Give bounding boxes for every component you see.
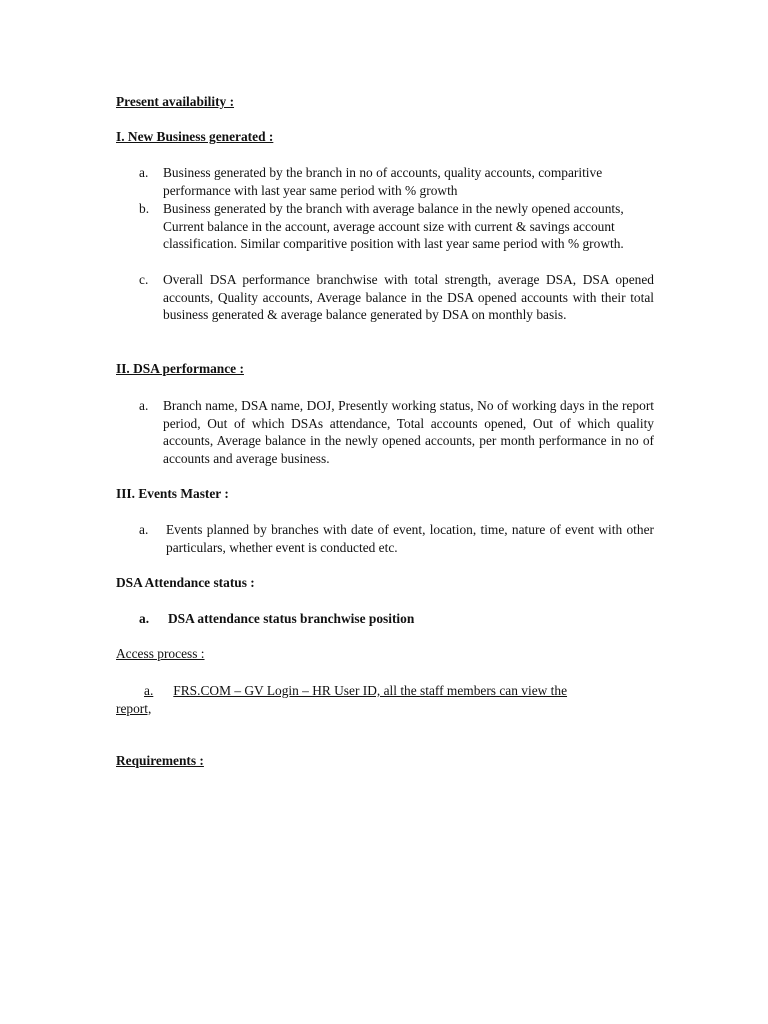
access-line-1 — [116, 682, 654, 700]
list-marker: a. — [144, 683, 154, 698]
list-item-text: DSA attendance status branchwise position — [168, 611, 415, 626]
list-item-text: Business generated by the branch in no of accounts, quality accounts, comparitive performance with last year same period with % growth — [163, 165, 603, 198]
list-item — [116, 610, 654, 628]
list-item — [116, 397, 654, 467]
list-marker: c. — [139, 272, 149, 287]
list-item — [116, 200, 654, 253]
list-item-text: Overall DSA performance branchwise with total strength, average DSA, DSA opened accounts, Quality accounts, Average balance in the DSA opened accounts with their total business generated & average balance generated by DSA on monthly basis. — [163, 272, 654, 323]
list-item-text: Branch name, DSA name, DOJ, Presently working status, No of working days in the report period, Out of which DSAs attendance, Total accounts opened, Out of which quality accounts, Average balance in the newly opened accounts, per month performance in no of accounts and average business. — [163, 398, 654, 466]
present-availability-heading: Present availability : — [116, 94, 235, 109]
new-business-heading: I. New Business generated : — [116, 129, 274, 144]
list-item-text: Business generated by the branch with average balance in the newly opened accounts, Current balance in the account, average account size with current & savings account classification. Similar comparitive position with last year same period with % growth. — [163, 201, 624, 252]
list-item-text: Events planned by branches with date of event, location, time, nature of event with other particulars, whether event is conducted etc. — [166, 522, 654, 555]
access-process-item — [116, 682, 654, 717]
list-item — [116, 164, 654, 199]
dsa-attendance-heading: DSA Attendance status : — [116, 575, 255, 590]
list-item — [116, 521, 654, 556]
list-marker: a. — [139, 611, 150, 626]
events-master-heading: III. Events Master : — [116, 486, 229, 501]
access-text-line: FRS.COM – GV Login – HR User ID, all the staff members can view the — [173, 683, 568, 698]
list-marker: a. — [139, 165, 149, 180]
access-line-2: report, — [116, 700, 152, 716]
list-marker: b. — [139, 201, 150, 216]
access-text — [173, 682, 654, 700]
dsa-performance-heading: II. DSA performance : — [116, 361, 244, 376]
list-marker: a. — [139, 398, 149, 413]
requirements-heading: Requirements : — [116, 753, 204, 768]
list-marker: a. — [139, 522, 149, 537]
list-item — [116, 271, 654, 324]
access-process-heading: Access process : — [116, 646, 205, 661]
